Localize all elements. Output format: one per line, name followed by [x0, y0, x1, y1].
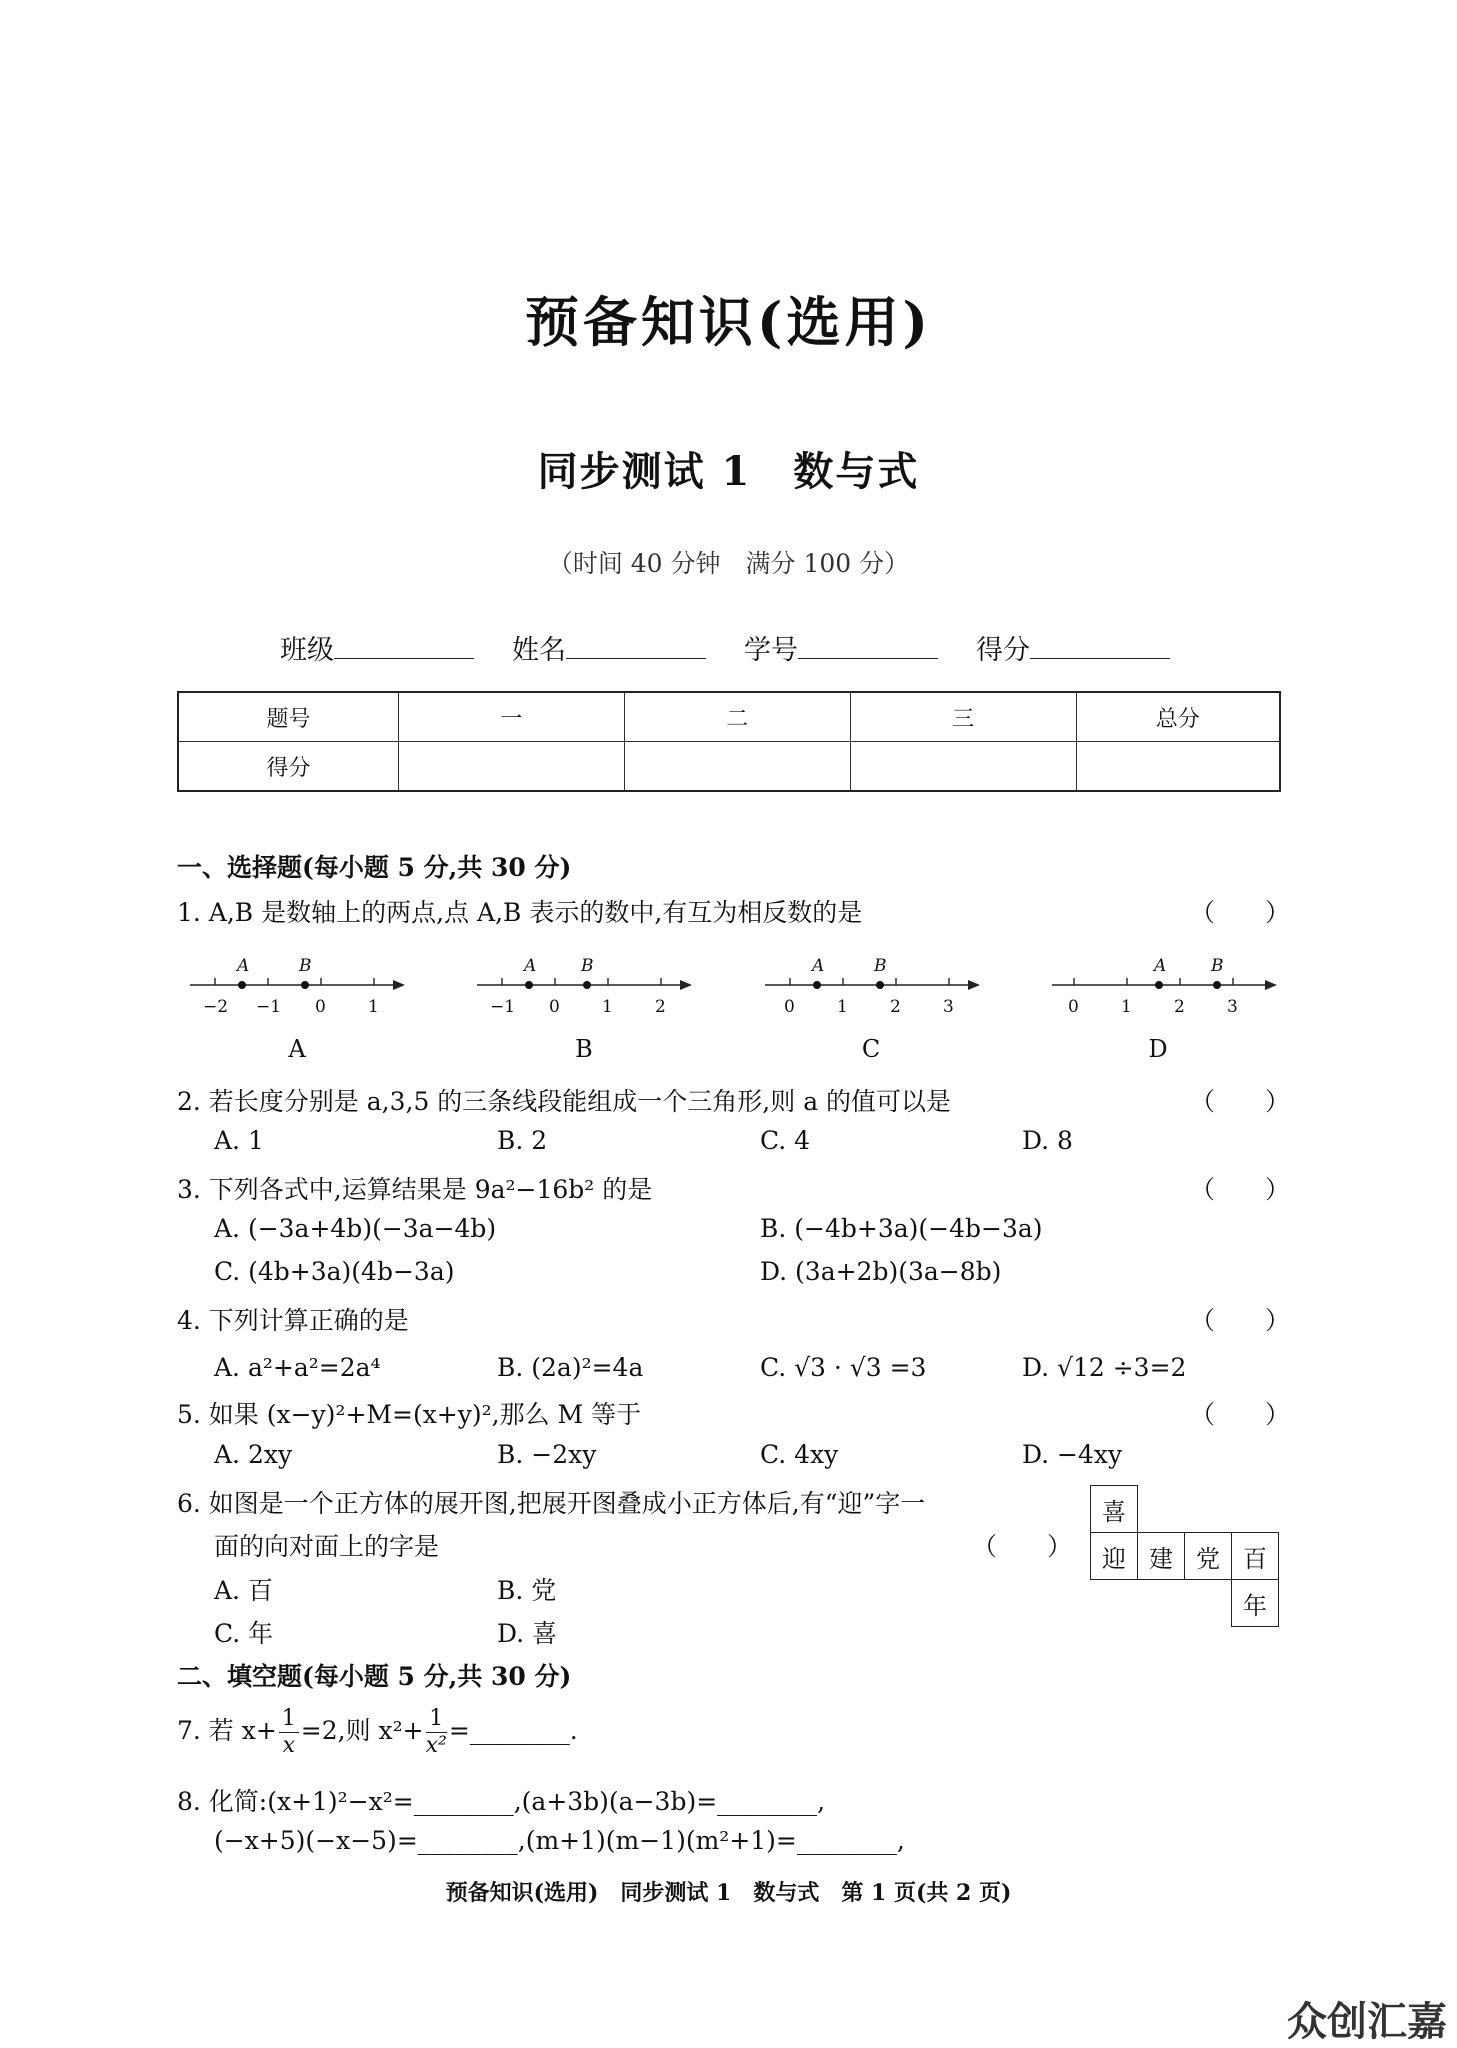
score-cell[interactable]: [1076, 742, 1280, 792]
info-name: [512, 628, 706, 667]
q6-option-a[interactable]: A. 百: [214, 1576, 273, 1605]
q7-line: [177, 1706, 578, 1759]
q5-answer-paren[interactable]: （ ）: [1190, 1400, 1291, 1429]
q7-prefix: 7. 若 x+: [177, 1716, 277, 1745]
tick-label: 0: [315, 997, 326, 1017]
info-name-label: 姓名: [512, 635, 566, 666]
tick-label: 2: [1174, 997, 1185, 1017]
tick-label: 1: [837, 997, 848, 1017]
point-label-b: B: [1211, 956, 1224, 976]
q4-text: 4. 下列计算正确的是: [177, 1306, 409, 1335]
net-cell: 建: [1138, 1533, 1185, 1580]
net-cell: 党: [1185, 1533, 1232, 1580]
q6-option-c[interactable]: C. 年: [214, 1619, 274, 1648]
score-table-header-row: [178, 692, 1280, 742]
tick-label: 2: [890, 997, 901, 1017]
header-cell: 一: [398, 692, 624, 742]
score-blank[interactable]: [1030, 632, 1170, 659]
q6-answer-paren[interactable]: （ ）: [972, 1532, 1073, 1561]
tick-label: −2: [203, 997, 229, 1017]
point-label-b: B: [581, 956, 594, 976]
watermark-logo: 众创汇嘉: [1287, 1999, 1447, 2045]
q7-mid: =2,则 x²+: [300, 1716, 424, 1745]
info-number: [744, 628, 938, 667]
header-cell: 三: [850, 692, 1076, 742]
q7-fraction-1: [279, 1706, 299, 1759]
class-blank[interactable]: [334, 632, 474, 659]
point-label-a: A: [237, 956, 250, 976]
score-cell[interactable]: [398, 742, 624, 792]
tick-label: 3: [1227, 997, 1238, 1017]
q7-fraction-2: [426, 1706, 447, 1759]
q6-text-line2: 面的向对面上的字是: [214, 1532, 440, 1561]
number-line-d: [1052, 956, 1277, 1017]
q4-option-a[interactable]: A. a²+a²=2a⁴: [214, 1353, 381, 1382]
q4-option-c[interactable]: C. √3 · √3 =3: [760, 1353, 927, 1382]
number-line-c: [765, 956, 980, 1017]
header-cell: 二: [624, 692, 850, 742]
frac-numerator: 1: [279, 1706, 299, 1733]
q5-option-d[interactable]: D. −4xy: [1022, 1440, 1123, 1469]
section-2-heading: 二、填空题(每小题 5 分,共 30 分): [177, 1662, 572, 1691]
score-cell[interactable]: [850, 742, 1076, 792]
choice-label-d[interactable]: D: [1148, 1035, 1168, 1063]
q3-option-d[interactable]: D. (3a+2b)(3a−8b): [760, 1257, 1002, 1286]
q5-text: 5. 如果 (x−y)²+M=(x+y)²,那么 M 等于: [177, 1400, 642, 1429]
frac-denominator: x²: [425, 1733, 447, 1758]
q2-option-b[interactable]: B. 2: [497, 1126, 548, 1155]
cube-net: [1090, 1485, 1279, 1627]
q3-option-c[interactable]: C. (4b+3a)(4b−3a): [214, 1257, 455, 1286]
header-cell: 总分: [1076, 692, 1280, 742]
q4-answer-paren[interactable]: （ ）: [1190, 1306, 1291, 1335]
tick-label: 0: [784, 997, 795, 1017]
q6-text-line1: 6. 如图是一个正方体的展开图,把展开图叠成小正方体后,有“迎”字一: [177, 1489, 926, 1518]
tick-label: 2: [655, 997, 666, 1017]
point-label-a: A: [812, 956, 825, 976]
info-score-label: 得分: [976, 635, 1030, 666]
q2-option-d[interactable]: D. 8: [1022, 1126, 1073, 1155]
tick-label: 1: [368, 997, 379, 1017]
name-blank[interactable]: [566, 632, 706, 659]
q2-option-c[interactable]: C. 4: [760, 1126, 811, 1155]
score-table: [177, 691, 1281, 792]
tick-label: 3: [943, 997, 954, 1017]
page-title: 预备知识(选用): [524, 290, 933, 354]
point-label-a: A: [524, 956, 537, 976]
choice-label-a[interactable]: A: [288, 1035, 306, 1063]
net-cell: 年: [1232, 1580, 1279, 1627]
q2-answer-paren[interactable]: （ ）: [1190, 1087, 1291, 1116]
info-class: [280, 628, 474, 667]
q4-option-d[interactable]: D. √12 ÷3=2: [1022, 1353, 1187, 1382]
q1-text: 1. A,B 是数轴上的两点,点 A,B 表示的数中,有互为相反数的是: [177, 898, 863, 927]
choice-label-c[interactable]: C: [861, 1035, 881, 1063]
score-row-label: 得分: [178, 742, 398, 792]
q8-line1[interactable]: 8. 化简:(x+1)²−x²=________,(a+3b)(a−3b)=________,: [177, 1787, 826, 1816]
page-footer: 预备知识(选用) 同步测试 1 数与式 第 1 页(共 2 页): [445, 1880, 1012, 1906]
q7-suffix[interactable]: =________.: [448, 1716, 578, 1745]
header-cell: 题号: [178, 692, 398, 742]
tick-label: 1: [602, 997, 613, 1017]
net-cell: 百: [1232, 1533, 1279, 1580]
q1-answer-paren[interactable]: （ ）: [1190, 898, 1291, 927]
info-score: [976, 628, 1170, 667]
q2-text: 2. 若长度分别是 a,3,5 的三条线段能组成一个三角形,则 a 的值可以是: [177, 1087, 952, 1116]
net-cell: 迎: [1091, 1533, 1138, 1580]
number-line-a: [190, 956, 405, 1017]
choice-label-b[interactable]: B: [575, 1035, 593, 1063]
q3-text: 3. 下列各式中,运算结果是 9a²−16b² 的是: [177, 1175, 653, 1204]
q3-option-b[interactable]: B. (−4b+3a)(−4b−3a): [760, 1214, 1043, 1243]
frac-denominator: x: [282, 1733, 295, 1758]
score-cell[interactable]: [624, 742, 850, 792]
info-class-label: 班级: [280, 635, 334, 666]
tick-label: −1: [490, 997, 516, 1017]
q4-option-b[interactable]: B. (2a)²=4a: [497, 1353, 644, 1382]
test-subtitle: 同步测试 1 数与式: [537, 448, 920, 495]
q1-number-lines: [185, 945, 1285, 1025]
number-line-b: [477, 956, 692, 1017]
number-blank[interactable]: [798, 632, 938, 659]
q5-option-c[interactable]: C. 4xy: [760, 1440, 839, 1469]
tick-label: 1: [1121, 997, 1132, 1017]
point-label-b: B: [874, 956, 887, 976]
frac-numerator: 1: [426, 1706, 447, 1733]
point-label-a: A: [1154, 956, 1167, 976]
time-note: （时间 40 分钟 满分 100 分）: [547, 549, 910, 578]
q3-option-a[interactable]: A. (−3a+4b)(−3a−4b): [214, 1214, 497, 1243]
q3-answer-paren[interactable]: （ ）: [1190, 1175, 1291, 1204]
score-table-score-row: [178, 742, 1280, 792]
section-1-heading: 一、选择题(每小题 5 分,共 30 分): [177, 853, 572, 882]
q8-line2[interactable]: (−x+5)(−x−5)=________,(m+1)(m−1)(m²+1)=________,: [214, 1826, 905, 1855]
q5-option-a[interactable]: A. 2xy: [214, 1440, 293, 1469]
q5-option-b[interactable]: B. −2xy: [497, 1440, 597, 1469]
q6-option-d[interactable]: D. 喜: [497, 1619, 558, 1648]
q2-option-a[interactable]: A. 1: [214, 1126, 264, 1155]
tick-label: 0: [549, 997, 560, 1017]
point-label-b: B: [299, 956, 312, 976]
tick-label: 0: [1068, 997, 1079, 1017]
net-cell: 喜: [1091, 1486, 1138, 1533]
info-number-label: 学号: [744, 635, 798, 666]
tick-label: −1: [256, 997, 282, 1017]
q6-option-b[interactable]: B. 党: [497, 1576, 557, 1605]
